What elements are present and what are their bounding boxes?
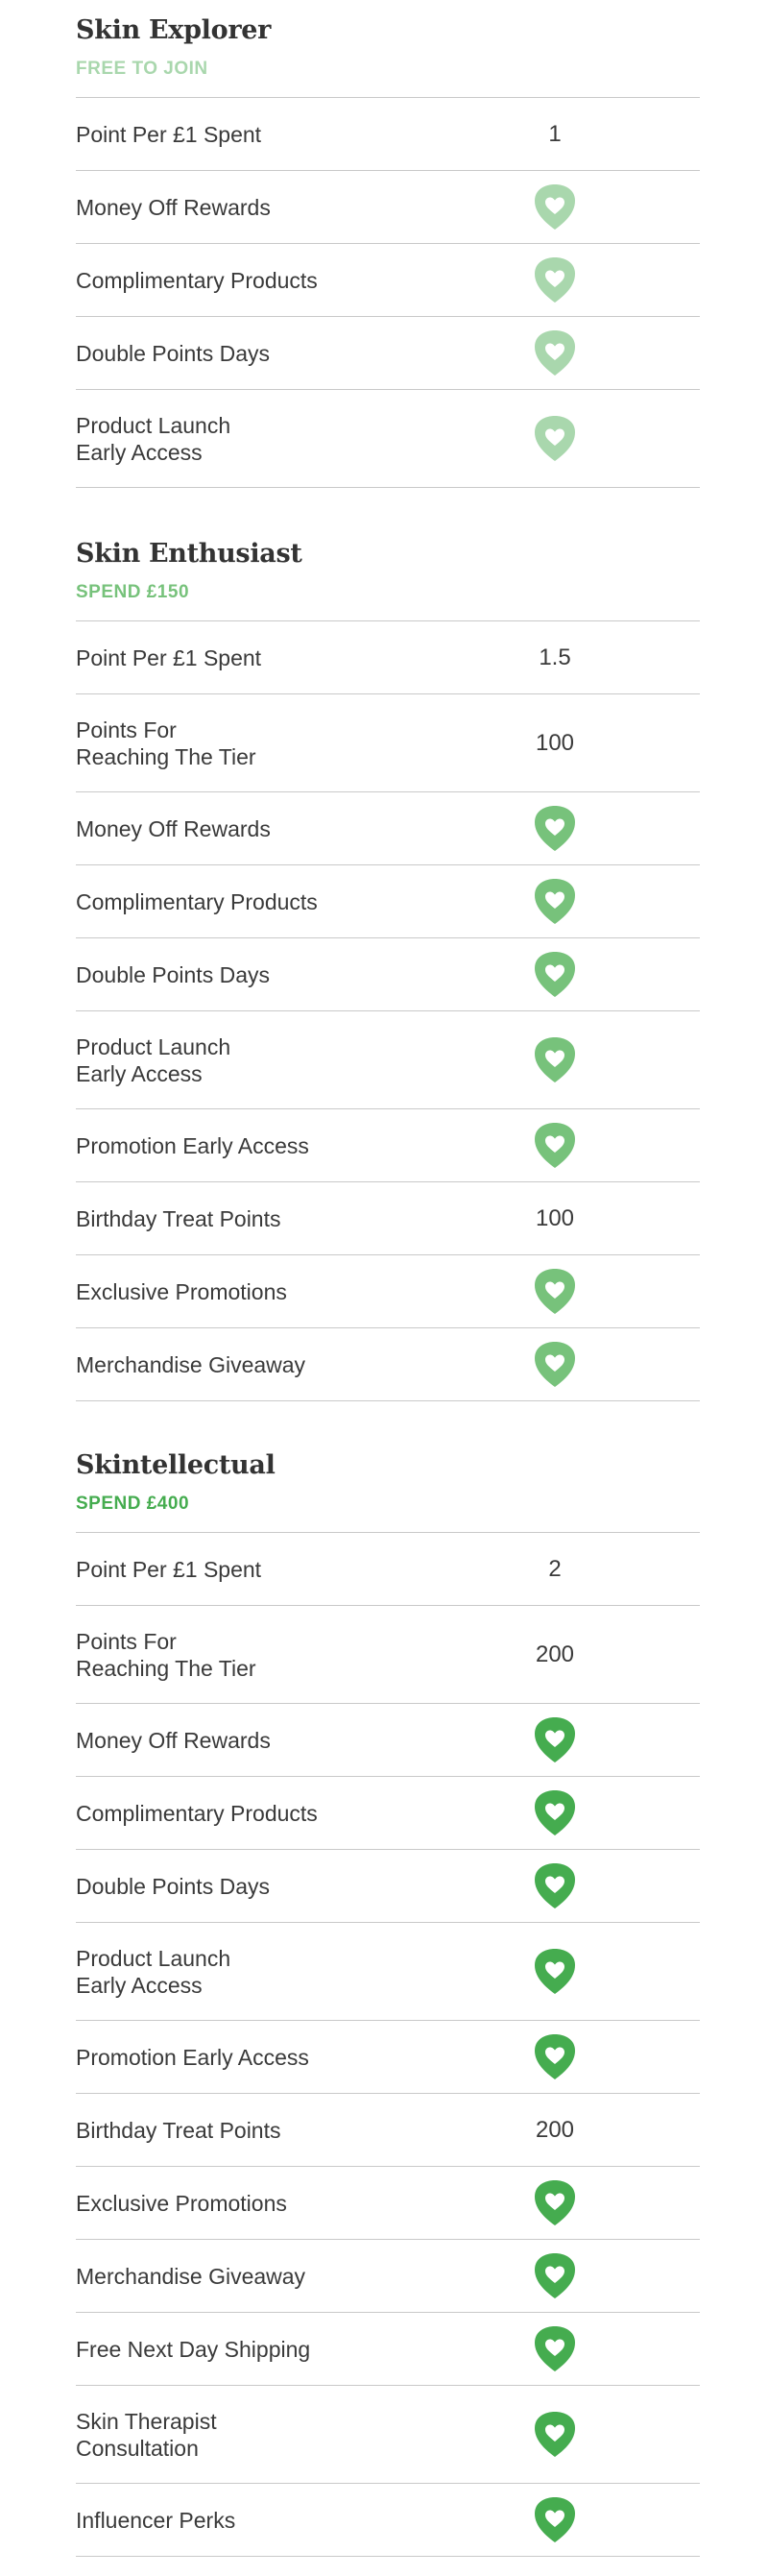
benefit-label: Birthday Treat Points (76, 2117, 281, 2143)
benefit-included (479, 1122, 631, 1169)
tier-title: Skin Enthusiast (76, 539, 302, 569)
benefit-label: Skin Therapist Consultation (76, 2408, 217, 2461)
benefit-row (76, 1533, 700, 1606)
benefit-label: Exclusive Promotions (76, 1278, 287, 1304)
benefit-label: Merchandise Giveaway (76, 2263, 306, 2289)
benefit-included (479, 2033, 631, 2080)
benefits-list (76, 1532, 700, 2557)
benefit-row (76, 792, 700, 865)
heart-icon (534, 1122, 576, 1169)
heart-icon (534, 415, 576, 462)
benefit-label: Money Off Rewards (76, 815, 271, 841)
heart-icon (534, 2252, 576, 2299)
benefit-row (76, 1011, 700, 1109)
benefit-label: Money Off Rewards (76, 194, 271, 220)
benefit-included (479, 2179, 631, 2226)
tier-requirement: FREE TO JOIN (76, 59, 208, 79)
benefit-row (76, 2167, 700, 2240)
tier-skintellectual (76, 1452, 700, 2557)
benefit-row (76, 1328, 700, 1401)
benefit-included (479, 1036, 631, 1083)
benefit-included (479, 1341, 631, 1388)
benefit-included (479, 415, 631, 462)
benefit-row (76, 244, 700, 317)
tier-requirement: SPEND £400 (76, 1494, 190, 1514)
benefit-label: Point Per £1 Spent (76, 1556, 262, 1582)
benefit-included (479, 805, 631, 852)
benefit-label: Points For Reaching The Tier (76, 717, 256, 769)
benefit-label: Point Per £1 Spent (76, 644, 262, 670)
heart-icon (534, 1036, 576, 1083)
benefit-value: 200 (535, 1640, 575, 1667)
tier-skin-enthusiast (76, 541, 700, 1401)
heart-icon (534, 951, 576, 998)
tier-title: Skintellectual (76, 1450, 276, 1480)
benefit-included (479, 329, 631, 377)
benefit-included (479, 878, 631, 925)
heart-icon (534, 1716, 576, 1763)
benefit-row (76, 1777, 700, 1850)
benefit-included (479, 2252, 631, 2299)
heart-icon (534, 1948, 576, 1995)
benefit-label: Points For Reaching The Tier (76, 1628, 256, 1681)
benefit-value: 200 (535, 2116, 575, 2143)
heart-icon (534, 2496, 576, 2543)
benefit-row (76, 865, 700, 938)
heart-icon (534, 2033, 576, 2080)
benefit-label: Exclusive Promotions (76, 2190, 287, 2216)
benefit-included (479, 951, 631, 998)
benefit-row (76, 1923, 700, 2021)
tier-requirement: SPEND £150 (76, 582, 190, 602)
benefit-label: Promotion Early Access (76, 1132, 309, 1158)
heart-icon (534, 1789, 576, 1836)
benefit-included (479, 1862, 631, 1909)
benefit-row (76, 1182, 700, 1255)
benefit-label: Promotion Early Access (76, 2044, 309, 2070)
benefit-label: Complimentary Products (76, 888, 318, 914)
benefit-included (479, 2496, 631, 2543)
heart-icon (534, 805, 576, 852)
benefit-label: Product Launch Early Access (76, 1033, 231, 1086)
benefit-label: Influencer Perks (76, 2507, 236, 2533)
benefit-label: Money Off Rewards (76, 1727, 271, 1753)
benefit-row (76, 98, 700, 171)
heart-icon (534, 256, 576, 304)
benefit-included (479, 1716, 631, 1763)
benefit-value: 1 (548, 120, 562, 147)
benefit-label: Point Per £1 Spent (76, 121, 262, 147)
benefit-row (76, 2240, 700, 2313)
benefit-row (76, 621, 700, 694)
benefits-list (76, 97, 700, 488)
benefit-included (479, 183, 631, 231)
benefit-included (479, 1268, 631, 1315)
benefit-label: Complimentary Products (76, 267, 318, 293)
benefit-label: Double Points Days (76, 1873, 270, 1899)
benefit-row (76, 2021, 700, 2094)
heart-icon (534, 2179, 576, 2226)
tier-skin-explorer (76, 17, 700, 488)
benefit-row (76, 1255, 700, 1328)
benefits-list (76, 620, 700, 1401)
benefit-row (76, 1606, 700, 1704)
heart-icon (534, 329, 576, 377)
benefit-row (76, 171, 700, 244)
heart-icon (534, 2411, 576, 2458)
benefit-row (76, 390, 700, 488)
heart-icon (534, 2325, 576, 2372)
benefit-label: Double Points Days (76, 961, 270, 987)
heart-icon (534, 878, 576, 925)
benefit-row (76, 1109, 700, 1182)
benefit-value: 100 (535, 1204, 575, 1231)
benefit-label: Free Next Day Shipping (76, 2336, 311, 2362)
benefit-row (76, 2313, 700, 2386)
benefit-row (76, 2094, 700, 2167)
benefit-label: Complimentary Products (76, 1800, 318, 1826)
benefit-value: 1.5 (539, 644, 571, 670)
benefit-row (76, 317, 700, 390)
benefit-included (479, 1948, 631, 1995)
benefit-included (479, 2411, 631, 2458)
benefit-row (76, 694, 700, 792)
benefit-label: Product Launch Early Access (76, 412, 231, 465)
benefit-row (76, 2386, 700, 2484)
heart-icon (534, 1862, 576, 1909)
benefit-value: 2 (548, 1555, 562, 1582)
benefit-label: Birthday Treat Points (76, 1205, 281, 1231)
tier-title: Skin Explorer (76, 15, 272, 45)
benefit-label: Merchandise Giveaway (76, 1351, 306, 1377)
heart-icon (534, 1341, 576, 1388)
benefit-included (479, 1789, 631, 1836)
benefit-row (76, 1850, 700, 1923)
benefit-label: Product Launch Early Access (76, 1945, 231, 1998)
heart-icon (534, 183, 576, 231)
benefit-row (76, 1704, 700, 1777)
benefit-label: Double Points Days (76, 340, 270, 366)
benefit-row (76, 2484, 700, 2557)
benefit-row (76, 938, 700, 1011)
benefit-value: 100 (535, 729, 575, 756)
benefit-included (479, 2325, 631, 2372)
benefit-included (479, 256, 631, 304)
heart-icon (534, 1268, 576, 1315)
